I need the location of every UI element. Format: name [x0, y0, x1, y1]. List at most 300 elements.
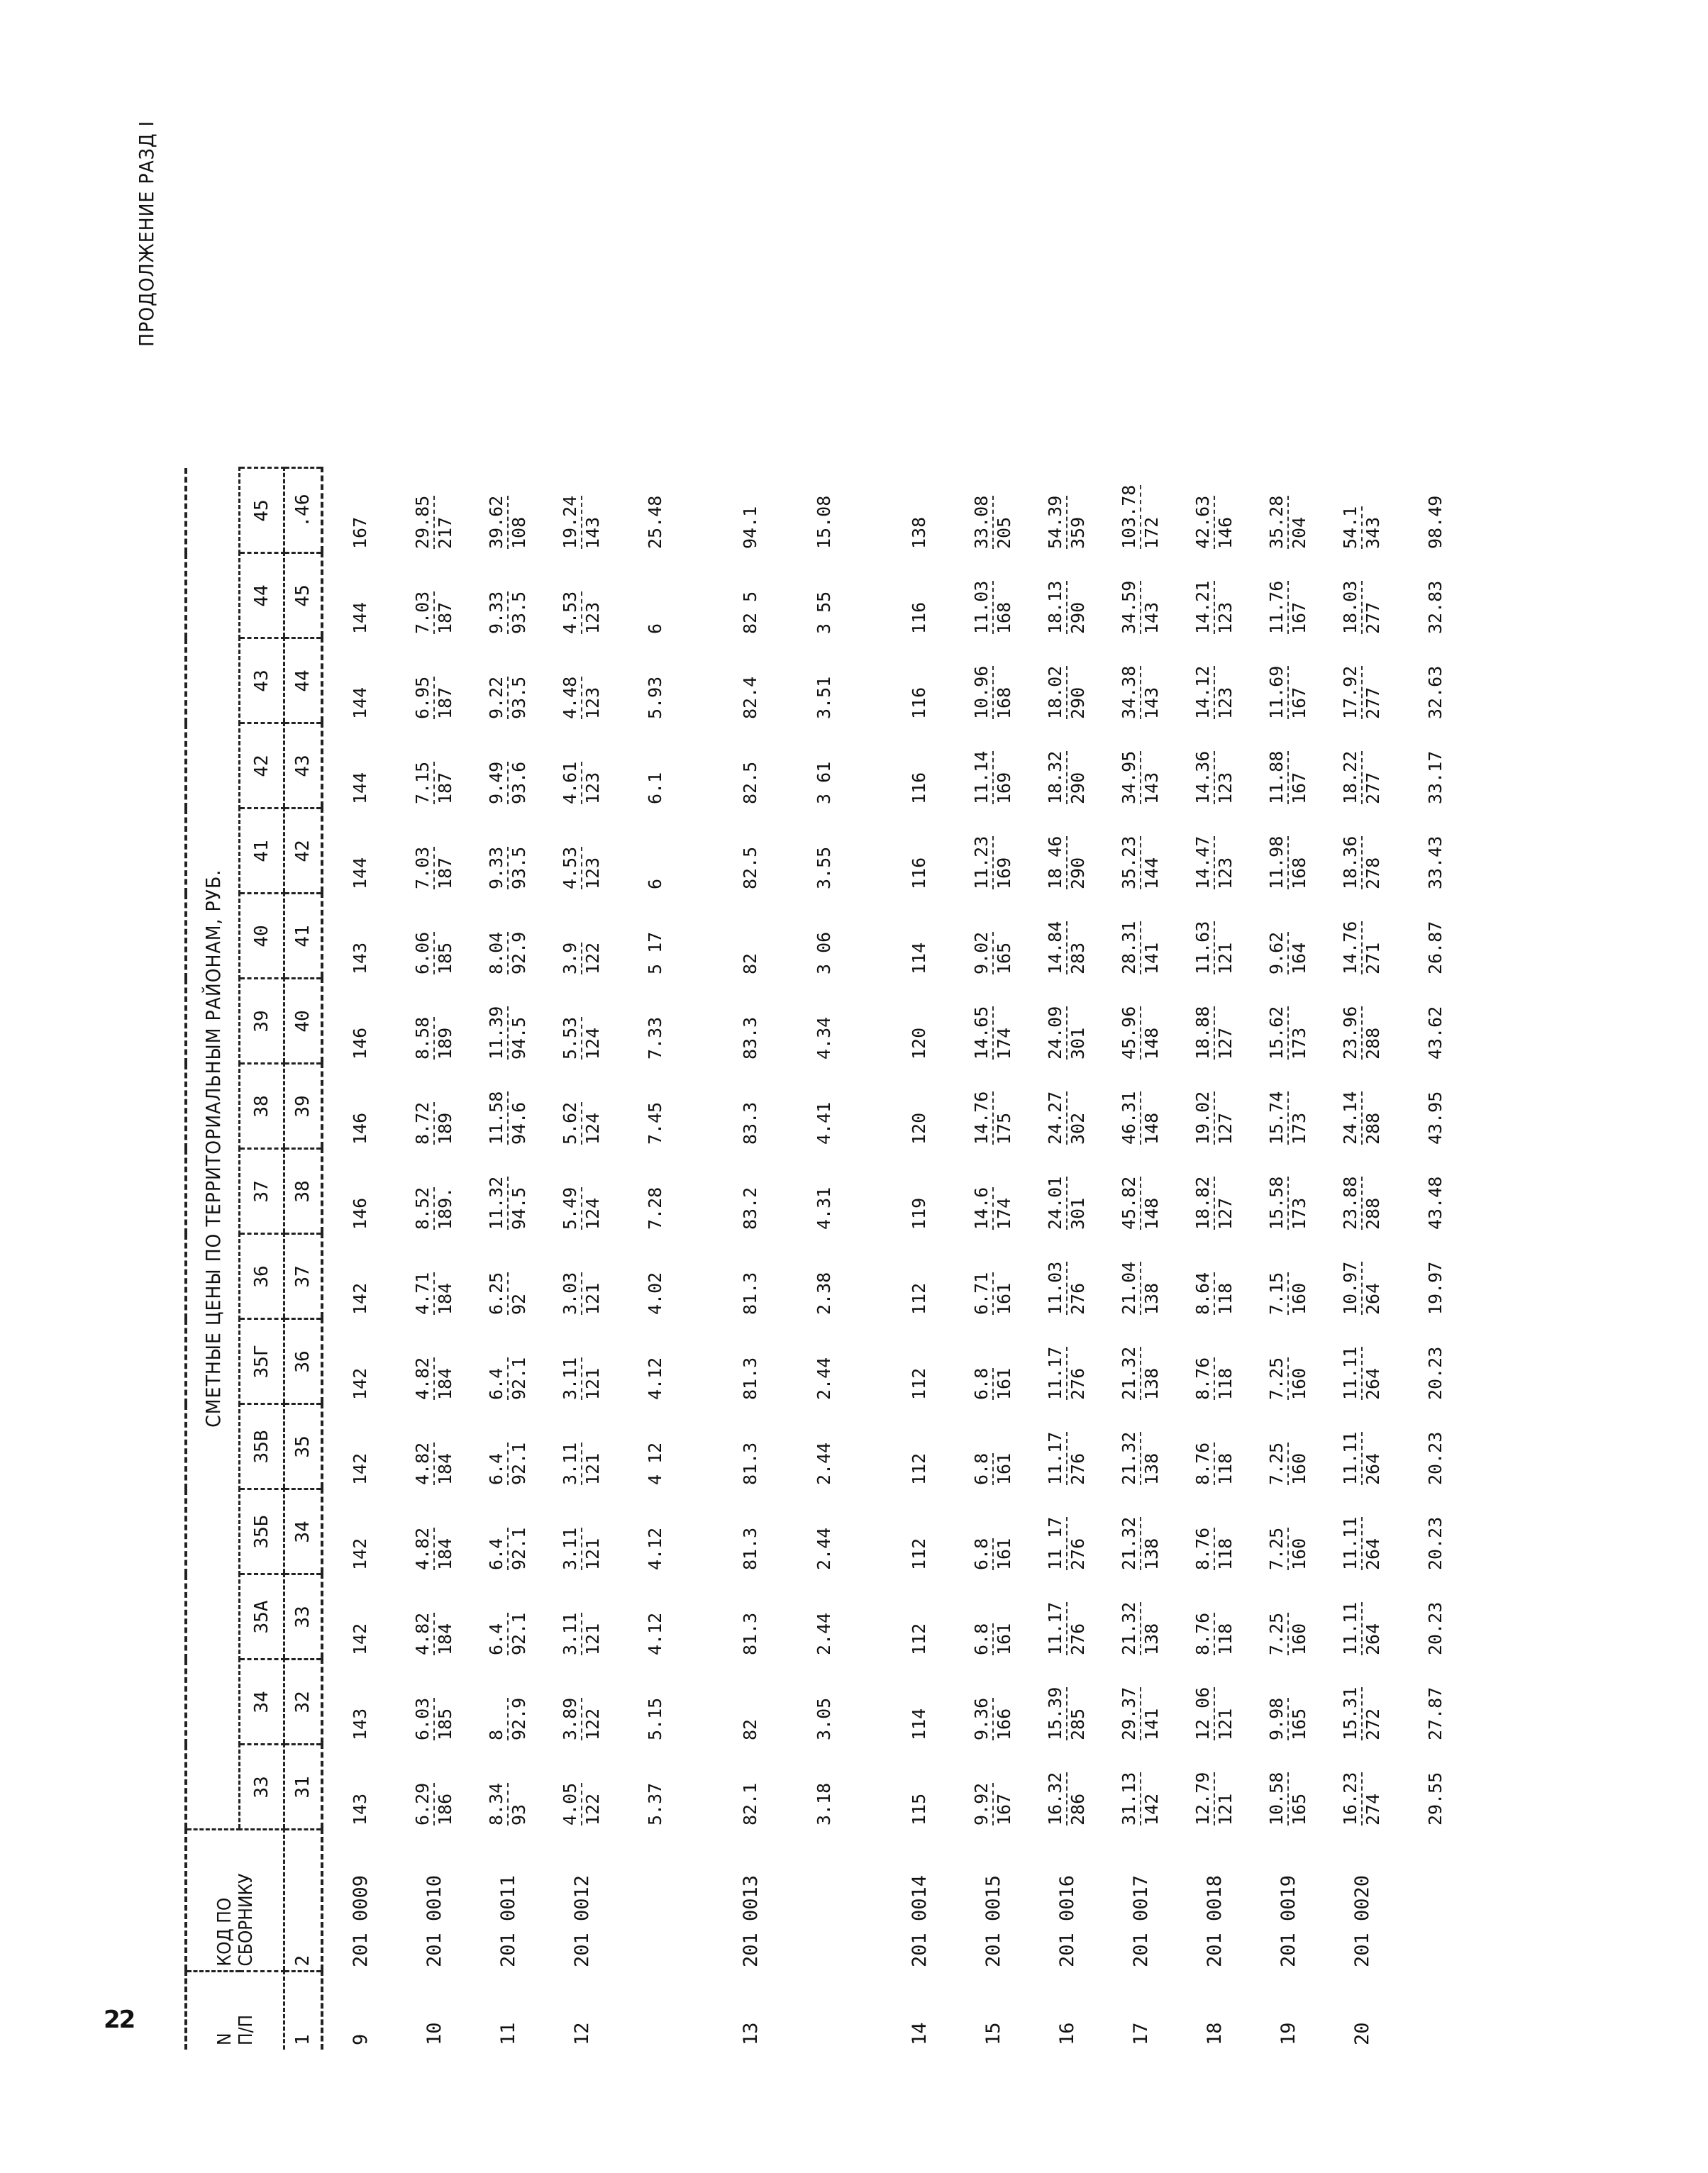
price-value: 142 [350, 1538, 370, 1570]
price-value: 92.1 [509, 1442, 529, 1485]
price-fraction [1194, 1177, 1235, 1230]
price-cell [471, 1149, 545, 1234]
price-cell [1177, 894, 1251, 979]
price-value: 120 [909, 1027, 929, 1060]
price-value: 165 [1287, 1772, 1309, 1825]
row-code: 201 0011 [497, 1874, 519, 1967]
price-fraction [1341, 666, 1382, 719]
price-value: 4.12 [645, 1612, 665, 1655]
price-value: 34.95 [1119, 750, 1139, 804]
price-cell [1251, 808, 1325, 894]
price-value: 127 [1214, 1091, 1235, 1145]
price-cell [1251, 1574, 1325, 1660]
price-value: 93.6 [509, 761, 529, 804]
price-value: 29.85 [412, 495, 433, 549]
price-cell [1104, 1574, 1177, 1660]
price-value: 82 [740, 952, 760, 974]
price-cell [787, 723, 861, 808]
price-value: 143 [1140, 751, 1161, 804]
price-value: 15.31 [1340, 1686, 1360, 1740]
price-cell [619, 808, 692, 894]
price-value: 189 [433, 1017, 455, 1060]
price-cell [322, 1404, 397, 1489]
price-value: 121 [581, 1443, 602, 1485]
price-value: 9.49 [486, 761, 506, 804]
price-value: 9.92 [971, 1782, 992, 1825]
price-fraction [972, 836, 1014, 889]
price-fraction [487, 1357, 528, 1400]
price-cell [1325, 723, 1399, 808]
price-value: 20.23 [1425, 1346, 1446, 1400]
price-value: 93.5 [509, 846, 529, 889]
price-value: 121 [581, 1272, 602, 1315]
price-cell [1177, 1234, 1251, 1319]
price-cell [1251, 1404, 1325, 1489]
price-cell [1104, 638, 1177, 723]
price-cell [619, 1234, 692, 1319]
column-number: 1 [284, 1972, 323, 2050]
price-cell [397, 1574, 471, 1660]
price-fraction [487, 1698, 528, 1740]
price-value: 24.09 [1045, 1006, 1065, 1060]
column-number: 2 [284, 1830, 323, 1972]
price-value: 173 [1287, 1006, 1309, 1060]
price-cell [787, 1064, 861, 1149]
price-value: 11.11 [1340, 1346, 1360, 1400]
price-fraction [1120, 921, 1161, 974]
price-value: 4.82 [412, 1357, 433, 1400]
price-value: 4.82 [412, 1612, 433, 1655]
price-value: 6.71 [971, 1272, 992, 1315]
price-value: 359 [1066, 496, 1087, 549]
price-value: 271 [1361, 921, 1382, 974]
price-value: 112 [909, 1282, 929, 1315]
price-value: 9.22 [486, 676, 506, 719]
price-fraction [972, 1091, 1014, 1145]
price-cell [322, 979, 397, 1064]
price-fraction [1194, 836, 1235, 889]
price-value: 31.13 [1119, 1772, 1139, 1825]
price-cell [714, 1745, 787, 1830]
column-number: 34 [284, 1489, 323, 1574]
price-cell [714, 1660, 787, 1745]
price-cell [1325, 1319, 1399, 1404]
price-value: 121 [581, 1357, 602, 1400]
price-value: 11.17 [1045, 1431, 1065, 1485]
price-value: 18.82 [1192, 1176, 1213, 1230]
price-cell [471, 1319, 545, 1404]
price-fraction [487, 677, 528, 719]
price-value: 92 [507, 1272, 528, 1315]
price-value: 288 [1361, 1177, 1382, 1230]
price-value: 290 [1066, 836, 1087, 889]
price-cell [1325, 638, 1399, 723]
price-cell [1399, 468, 1473, 553]
table-row [1177, 468, 1251, 2050]
table-row [545, 468, 619, 2050]
price-value: 10.97 [1340, 1261, 1360, 1315]
price-cell [322, 1064, 397, 1149]
price-value: 33.43 [1425, 835, 1446, 889]
region-header: 41 [240, 808, 284, 894]
price-value: 11.11 [1340, 1431, 1360, 1485]
price-cell [1399, 553, 1473, 638]
price-cell [1104, 1149, 1177, 1234]
price-cell [619, 1660, 692, 1745]
price-cell [1177, 1660, 1251, 1745]
price-cell [1325, 1149, 1399, 1234]
price-cell [471, 723, 545, 808]
price-cell [1030, 1745, 1104, 1830]
price-value: 185 [433, 1698, 455, 1740]
price-value: 122 [582, 942, 603, 974]
price-cell [1251, 553, 1325, 638]
price-fraction [487, 932, 528, 974]
price-value: 7.15 [412, 761, 433, 804]
price-value: 343 [1361, 506, 1382, 549]
price-value: 161 [994, 1367, 1014, 1400]
price-value: 277 [1361, 666, 1382, 719]
price-value: 144 [350, 601, 370, 634]
row-code: 201 0020 [1351, 1874, 1373, 1967]
region-header: 37 [240, 1149, 284, 1234]
price-fraction [487, 1443, 528, 1485]
price-value: 9.33 [486, 591, 506, 634]
price-value: 138 [1140, 1517, 1161, 1570]
region-header: 38 [240, 1064, 284, 1149]
price-value: 8.76 [1192, 1442, 1213, 1485]
price-value: 20.23 [1425, 1601, 1446, 1655]
price-cell [1251, 638, 1325, 723]
price-value: 123 [581, 762, 602, 804]
price-value: 15.58 [1266, 1176, 1287, 1230]
price-value: 92.9 [509, 931, 529, 974]
price-value: 138 [1140, 1347, 1161, 1400]
price-fraction [414, 591, 455, 634]
price-value: 6 [645, 878, 665, 889]
price-value: 184 [433, 1613, 455, 1655]
price-cell [545, 1234, 619, 1319]
price-fraction [1046, 1432, 1087, 1485]
price-value: 82.5 [740, 846, 760, 889]
price-cell [1030, 468, 1104, 553]
price-fraction [414, 1272, 455, 1315]
price-cell [787, 553, 861, 638]
price-value: 43.95 [1425, 1091, 1446, 1145]
price-value: 18.02 [1045, 665, 1065, 719]
price-cell [322, 1660, 397, 1745]
price-fraction [1341, 1432, 1382, 1485]
price-value: 8.76 [1192, 1612, 1213, 1655]
price-cell [1030, 1064, 1104, 1149]
price-value: 16.23 [1340, 1772, 1360, 1825]
price-cell [1399, 1745, 1473, 1830]
price-value: 146 [1214, 496, 1235, 549]
price-value: 118 [1214, 1528, 1235, 1570]
price-value: 3 55 [814, 591, 834, 634]
price-value: 114 [909, 1708, 929, 1740]
price-value: 277 [1361, 581, 1382, 634]
price-fraction [1341, 1772, 1382, 1825]
price-value: 94.5 [507, 1006, 528, 1060]
price-value: 161 [994, 1538, 1014, 1570]
price-cell [882, 1149, 956, 1234]
price-value: 28.31 [1119, 921, 1139, 974]
price-value: 165 [992, 932, 1014, 974]
price-value: 11.32 [486, 1176, 506, 1230]
price-cell [1177, 638, 1251, 723]
price-value: 146 [350, 1027, 370, 1060]
price-cell [1399, 1574, 1473, 1660]
price-value: 148 [1140, 1091, 1161, 1145]
price-cell [619, 1489, 692, 1574]
row-code: 201 0010 [423, 1874, 445, 1967]
price-cell [956, 1234, 1030, 1319]
price-value: 8.76 [1192, 1357, 1213, 1400]
price-fraction [1268, 1528, 1309, 1570]
price-value: 143 [350, 1708, 370, 1740]
price-value: 43.48 [1425, 1176, 1446, 1230]
price-cell [545, 638, 619, 723]
price-value: 14.12 [1192, 665, 1213, 719]
price-cell [1325, 1660, 1399, 1745]
price-fraction [561, 1783, 602, 1825]
price-value: 112 [909, 1538, 929, 1570]
price-value: 14.6 [971, 1186, 992, 1230]
price-cell [471, 1404, 545, 1489]
price-cell [471, 1574, 545, 1660]
price-value: 118 [1214, 1357, 1235, 1400]
price-cell [545, 1574, 619, 1660]
price-fraction [1046, 1687, 1087, 1740]
price-value: 143 [350, 1793, 370, 1825]
price-cell [787, 1574, 861, 1660]
region-header: 35Г [240, 1319, 284, 1404]
price-cell [545, 1745, 619, 1830]
row-number: 14 [908, 2022, 931, 2045]
price-fraction [414, 1528, 455, 1570]
price-fraction [561, 1357, 602, 1400]
price-value: 165 [1287, 1698, 1309, 1740]
price-value: 9.62 [1266, 931, 1287, 974]
price-cell [545, 1319, 619, 1404]
price-fraction [1046, 836, 1087, 889]
price-value: 7.25 [1266, 1612, 1287, 1655]
price-value: 14.76 [1340, 921, 1360, 974]
price-cell [882, 1234, 956, 1319]
price-cell [956, 1745, 1030, 1830]
price-value: 2.44 [814, 1527, 834, 1570]
price-value: 6.95 [412, 676, 433, 719]
price-value: 276 [1066, 1602, 1087, 1655]
price-value: 18.13 [1045, 580, 1065, 634]
price-value: 288 [1361, 1006, 1382, 1060]
price-cell [714, 723, 787, 808]
price-cell [1030, 1660, 1104, 1745]
price-value: 24.27 [1045, 1091, 1065, 1145]
price-fraction [414, 847, 455, 889]
price-cell [397, 1064, 471, 1149]
price-cell [1177, 723, 1251, 808]
price-fraction [414, 1613, 455, 1655]
price-fraction [1341, 1177, 1382, 1230]
row-code: 201 0019 [1277, 1874, 1299, 1967]
price-cell [956, 1404, 1030, 1489]
price-value: 6.4 [486, 1623, 506, 1655]
price-cell [1325, 553, 1399, 638]
price-value: 11.98 [1266, 835, 1287, 889]
price-cell [956, 1489, 1030, 1574]
price-cell [471, 553, 545, 638]
price-value: 39.62 [486, 495, 506, 549]
price-cell [545, 979, 619, 1064]
price-value: 8.34 [486, 1782, 506, 1825]
region-header: 34 [240, 1660, 284, 1745]
price-value: 11.23 [971, 835, 992, 889]
price-value: 205 [992, 496, 1014, 549]
price-value: 98.49 [1425, 495, 1446, 549]
row-code: 201 0013 [739, 1874, 762, 1967]
price-cell [1325, 1064, 1399, 1149]
price-value: 276 [1066, 1517, 1087, 1570]
price-cell [787, 638, 861, 723]
price-value: 184 [433, 1528, 455, 1570]
price-value: 26.87 [1425, 921, 1446, 974]
column-number: 33 [284, 1574, 323, 1660]
price-cell [1030, 808, 1104, 894]
price-cell [322, 1319, 397, 1404]
price-value: 4.61 [560, 761, 580, 804]
price-cell [471, 638, 545, 723]
price-cell [619, 1745, 692, 1830]
price-cell [545, 553, 619, 638]
price-value: 116 [909, 687, 929, 719]
price-value: 119 [909, 1197, 929, 1230]
price-value: 92.1 [509, 1357, 529, 1400]
price-value: 19.24 [560, 495, 580, 549]
price-cell [1030, 894, 1104, 979]
price-cell [956, 1319, 1030, 1404]
column-number: 32 [284, 1660, 323, 1745]
price-cell [471, 468, 545, 553]
price-value: 168 [992, 581, 1014, 634]
price-cell [787, 1489, 861, 1574]
price-value: 14.76 [971, 1091, 992, 1145]
price-cell [619, 1574, 692, 1660]
table-row [1399, 468, 1473, 2050]
price-cell [322, 723, 397, 808]
price-cell [1104, 1660, 1177, 1745]
price-value: 6.4 [486, 1538, 506, 1570]
price-value: 7.28 [645, 1186, 665, 1230]
price-value: 8.76 [1192, 1527, 1213, 1570]
row-number [787, 1972, 861, 2050]
region-header: 42 [240, 723, 284, 808]
price-cell [619, 1404, 692, 1489]
price-cell [714, 1234, 787, 1319]
price-value: 6 [645, 623, 665, 634]
price-fraction [1046, 921, 1087, 974]
price-value: 143 [581, 496, 602, 549]
price-cell [956, 1574, 1030, 1660]
price-cell [1177, 979, 1251, 1064]
price-value: 93.5 [509, 591, 529, 634]
price-fraction [487, 591, 528, 634]
price-fraction [1268, 581, 1309, 634]
price-value: 15.39 [1045, 1686, 1065, 1740]
price-cell [1325, 1745, 1399, 1830]
price-cell [882, 468, 956, 553]
price-value: 118 [1214, 1272, 1235, 1315]
price-value: 4.02 [645, 1272, 665, 1315]
table-title: СМЕТНЫЕ ЦЕНЫ ПО ТЕРРИТОРИАЛЬНЫМ РАЙОНАМ, РУБ. [186, 468, 240, 1830]
price-value: 15.62 [1266, 1006, 1287, 1060]
price-cell [1104, 1404, 1177, 1489]
row-code [787, 1830, 861, 1972]
price-cell [714, 1064, 787, 1149]
price-value: 83.2 [740, 1186, 760, 1230]
price-cell [1030, 1149, 1104, 1234]
price-value: 19.02 [1192, 1091, 1213, 1145]
row-number: 20 [1351, 2022, 1373, 2045]
price-value: 5 17 [645, 931, 665, 974]
price-value: 7.03 [412, 591, 433, 634]
price-cell [1177, 1404, 1251, 1489]
price-cell [882, 808, 956, 894]
price-value: 2.44 [814, 1357, 834, 1400]
price-cell [882, 979, 956, 1064]
price-value: 11.58 [486, 1091, 506, 1145]
row-code: 201 0015 [982, 1874, 1004, 1967]
price-fraction [487, 1091, 528, 1145]
price-cell [1030, 1319, 1104, 1404]
price-cell [787, 894, 861, 979]
price-cell [882, 1319, 956, 1404]
price-value: 11.03 [971, 580, 992, 634]
price-fraction [1120, 1177, 1161, 1230]
price-value: 161 [994, 1623, 1014, 1655]
column-number: 37 [284, 1234, 323, 1319]
price-value: 264 [1361, 1602, 1382, 1655]
price-value: 82.1 [740, 1782, 760, 1825]
price-value: 167 [1287, 751, 1309, 804]
price-fraction [972, 1698, 1014, 1740]
price-value: 34.38 [1119, 665, 1139, 719]
price-cell [1251, 723, 1325, 808]
price-value: 82.5 [740, 761, 760, 804]
price-cell [714, 1149, 787, 1234]
price-cell [1104, 1064, 1177, 1149]
price-fraction [1341, 506, 1382, 549]
price-fraction [1046, 1347, 1087, 1400]
price-fraction [561, 1443, 602, 1485]
price-value: 83.3 [740, 1101, 760, 1145]
row-number: 17 [1129, 2022, 1152, 2045]
price-value: 161 [992, 1272, 1014, 1315]
price-value: 24.01 [1045, 1176, 1065, 1230]
price-fraction [414, 1698, 455, 1740]
price-cell [471, 1234, 545, 1319]
price-fraction [561, 1017, 602, 1060]
price-value: 4.48 [560, 676, 580, 719]
price-value: 81.3 [740, 1612, 760, 1655]
price-value: 11.17 [1045, 1601, 1065, 1655]
price-value: 83.3 [740, 1016, 760, 1060]
price-value: 3.51 [814, 676, 834, 719]
price-fraction [1046, 1517, 1087, 1570]
row-number: 9 [349, 2033, 372, 2045]
price-cell [1399, 1404, 1473, 1489]
